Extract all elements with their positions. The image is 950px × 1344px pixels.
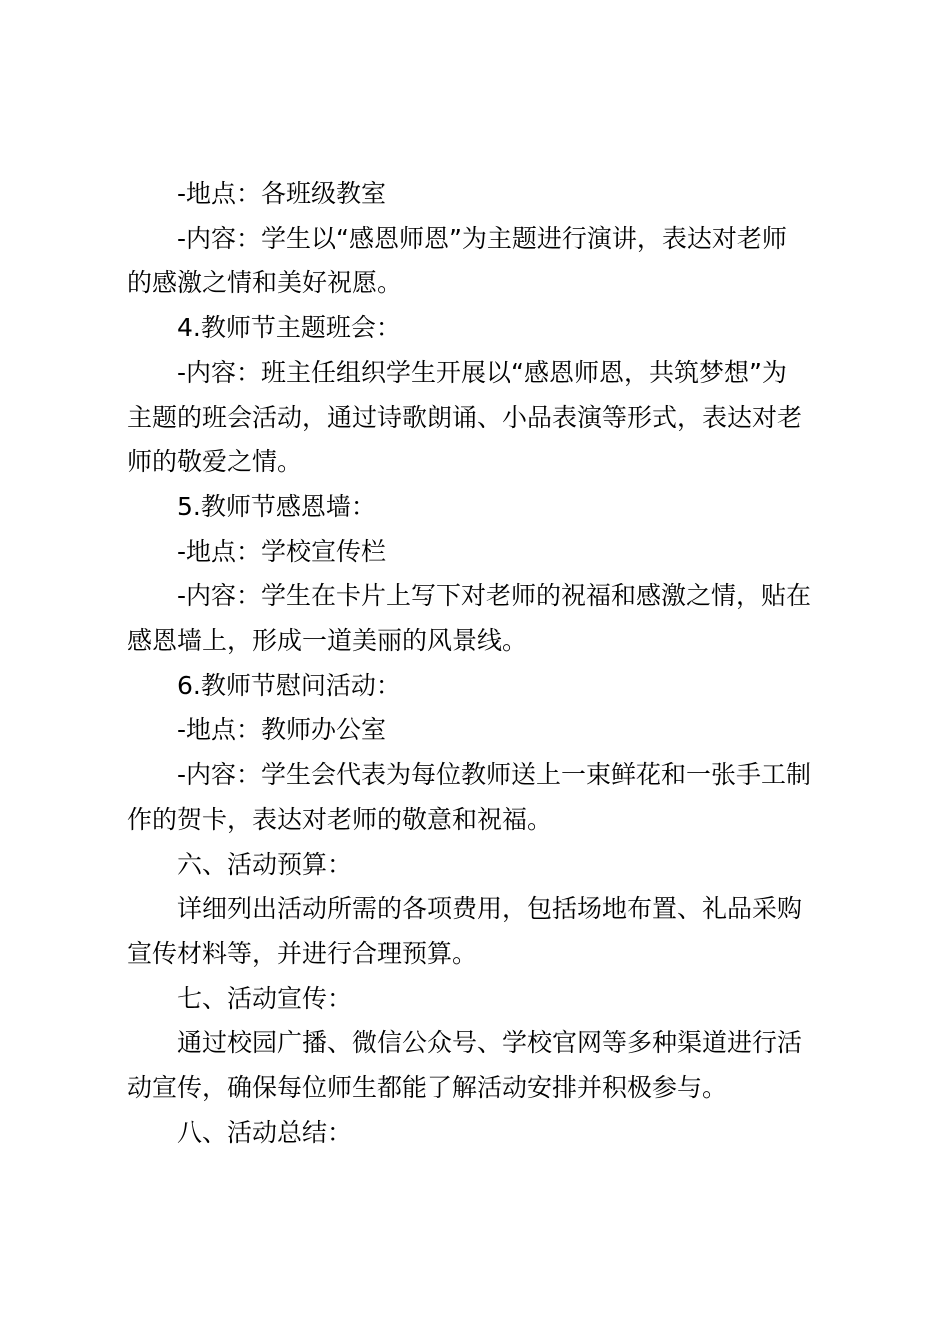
paragraph-location-classroom: -地点：各班级教室 xyxy=(177,179,387,208)
document-body xyxy=(127,172,833,1155)
heading-theme-class-meeting: 4.教师节主题班会： xyxy=(177,313,401,343)
paragraph-publicity: 通过校园广播、微信公众号、学校官网等多种渠道进行活 xyxy=(177,1028,803,1058)
paragraph-visit-content: -内容：学生会代表为每位教师送上一束鲜花和一张手工制 xyxy=(177,760,812,790)
heading-budget: 六、活动预算： xyxy=(177,849,353,879)
paragraph-visit-content-cont: 作的贺卡，表达对老师的敬意和祝福。 xyxy=(127,804,553,834)
paragraph-publicity-cont: 动宣传，确保每位师生都能了解活动安排并积极参与。 xyxy=(127,1073,728,1103)
paragraph-speech-content: -内容：学生以“感恩师恩”为主题进行演讲，表达对老师 xyxy=(177,223,787,253)
paragraph-class-meeting-content-cont: 主题的班会活动，通过诗歌朗诵、小品表演等形式，表达对老 xyxy=(127,402,803,432)
heading-gratitude-wall: 5.教师节感恩墙： xyxy=(177,491,376,521)
paragraph-location-bulletin: -地点：学校宣传栏 xyxy=(177,536,387,566)
heading-summary: 八、活动总结： xyxy=(177,1117,353,1147)
paragraph-speech-content-cont: 的感激之情和美好祝愿。 xyxy=(127,268,403,298)
paragraph-budget: 详细列出活动所需的各项费用，包括场地布置、礼品采购 xyxy=(177,894,803,924)
paragraph-location-office: -地点：教师办公室 xyxy=(177,715,387,745)
heading-visit-activity: 6.教师节慰问活动： xyxy=(177,670,401,700)
paragraph-wall-content-cont: 感恩墙上，形成一道美丽的风景线。 xyxy=(127,626,528,656)
heading-publicity: 七、活动宣传： xyxy=(177,983,353,1013)
paragraph-class-meeting-content-end: 师的敬爱之情。 xyxy=(127,447,303,477)
paragraph-class-meeting-content: -内容：班主任组织学生开展以“感恩师恩，共筑梦想”为 xyxy=(177,357,787,387)
paragraph-budget-cont: 宣传材料等，并进行合理预算。 xyxy=(127,938,478,968)
paragraph-wall-content: -内容：学生在卡片上写下对老师的祝福和感激之情，贴在 xyxy=(177,581,812,611)
